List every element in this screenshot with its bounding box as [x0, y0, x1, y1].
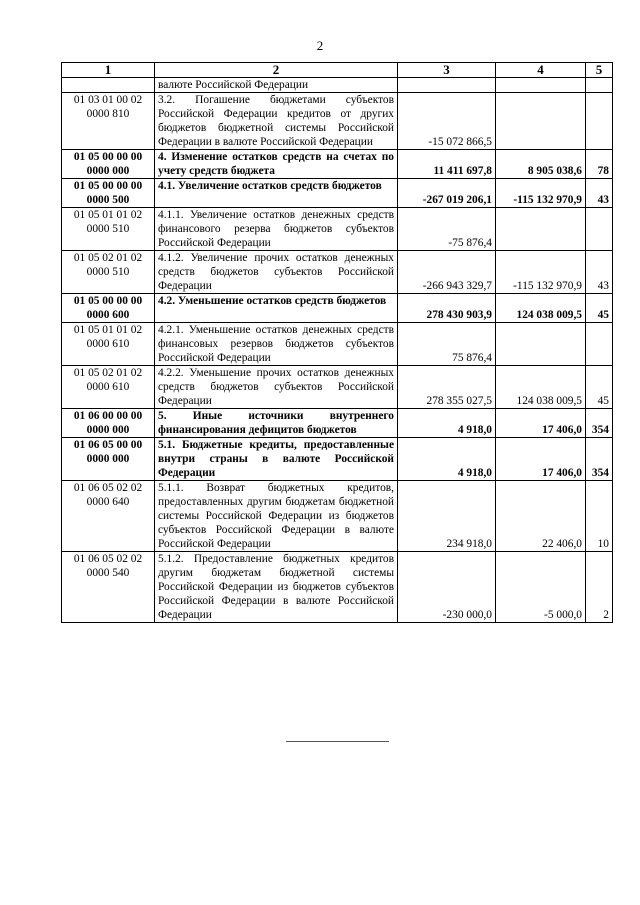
executed-amount-cell [496, 208, 586, 251]
budget-sources-table [61, 62, 613, 623]
description-cell: 3.2. Погашение бюджетами субъектов Российской Федерации кредитов от других бюджетов бюджетной системы Российской Федерации в валюте Российской Федерации [155, 93, 398, 150]
footer-divider [286, 741, 389, 742]
approved-amount-cell: -75 876,4 [398, 208, 496, 251]
percent-cell [586, 78, 613, 93]
column-header: 2 [155, 63, 398, 78]
table-row [62, 552, 613, 623]
percent-cell [586, 208, 613, 251]
percent-cell: 43 [586, 179, 613, 208]
column-header: 5 [586, 63, 613, 78]
column-header: 3 [398, 63, 496, 78]
approved-amount-cell: -15 072 866,5 [398, 93, 496, 150]
approved-amount-cell: -266 943 329,7 [398, 251, 496, 294]
description-cell: 5. Иные источники внутреннего финансирования дефицитов бюджетов [155, 409, 398, 438]
description-cell: 4.1.2. Увеличение прочих остатков денежных средств бюджетов субъектов Российской Федерации [155, 251, 398, 294]
table-row [62, 409, 613, 438]
approved-amount-cell: 11 411 697,8 [398, 150, 496, 179]
executed-amount-cell: 17 406,0 [496, 409, 586, 438]
budget-code-cell: 01 05 02 01 02 0000 610 [62, 366, 155, 409]
approved-amount-cell: 278 430 903,9 [398, 294, 496, 323]
percent-cell: 2 [586, 552, 613, 623]
approved-amount-cell: -267 019 206,1 [398, 179, 496, 208]
description-cell: 4.2.2. Уменьшение прочих остатков денежных средств бюджетов субъектов Российской Федерации [155, 366, 398, 409]
budget-code-cell: 01 05 00 00 00 0000 600 [62, 294, 155, 323]
table-row [62, 93, 613, 150]
percent-cell: 45 [586, 294, 613, 323]
executed-amount-cell: 124 038 009,5 [496, 294, 586, 323]
percent-cell [586, 93, 613, 150]
executed-amount-cell: 124 038 009,5 [496, 366, 586, 409]
description-cell: 4. Изменение остатков средств на счетах по учету средств бюджета [155, 150, 398, 179]
approved-amount-cell: -230 000,0 [398, 552, 496, 623]
percent-cell: 354 [586, 409, 613, 438]
budget-code-cell: 01 06 00 00 00 0000 000 [62, 409, 155, 438]
executed-amount-cell [496, 78, 586, 93]
table-header-row [62, 63, 613, 78]
executed-amount-cell: 22 406,0 [496, 481, 586, 552]
budget-code-cell: 01 05 01 01 02 0000 610 [62, 323, 155, 366]
table-row [62, 208, 613, 251]
budget-code-cell: 01 06 05 02 02 0000 540 [62, 552, 155, 623]
budget-code-cell: 01 05 00 00 00 0000 500 [62, 179, 155, 208]
approved-amount-cell [398, 78, 496, 93]
budget-code-cell: 01 06 05 00 00 0000 000 [62, 438, 155, 481]
executed-amount-cell: -115 132 970,9 [496, 179, 586, 208]
budget-code-cell [62, 78, 155, 93]
approved-amount-cell: 278 355 027,5 [398, 366, 496, 409]
table-row [62, 323, 613, 366]
executed-amount-cell: 8 905 038,6 [496, 150, 586, 179]
description-cell: валюте Российской Федерации [155, 78, 398, 93]
description-cell: 4.1. Увеличение остатков средств бюджетов [155, 179, 398, 208]
budget-code-cell: 01 05 01 01 02 0000 510 [62, 208, 155, 251]
percent-cell: 10 [586, 481, 613, 552]
approved-amount-cell: 4 918,0 [398, 438, 496, 481]
budget-code-cell: 01 05 02 01 02 0000 510 [62, 251, 155, 294]
description-cell: 5.1. Бюджетные кредиты, предоставленные внутри страны в валюте Российской Федерации [155, 438, 398, 481]
table-row [62, 78, 613, 93]
percent-cell: 78 [586, 150, 613, 179]
approved-amount-cell: 234 918,0 [398, 481, 496, 552]
description-cell: 5.1.2. Предоставление бюджетных кредитов другим бюджетам бюджетной системы Российской Федерации из бюджетов субъектов Российской Федерации в валюте Российской Федерации [155, 552, 398, 623]
budget-code-cell: 01 03 01 00 02 0000 810 [62, 93, 155, 150]
table-row [62, 481, 613, 552]
page-number: 2 [316, 38, 324, 53]
description-cell: 4.2. Уменьшение остатков средств бюджетов [155, 294, 398, 323]
percent-cell [586, 323, 613, 366]
description-cell: 4.1.1. Увеличение остатков денежных средств финансового резерва бюджетов субъектов Российской Федерации [155, 208, 398, 251]
table-row [62, 366, 613, 409]
executed-amount-cell [496, 323, 586, 366]
executed-amount-cell [496, 93, 586, 150]
column-header: 1 [62, 63, 155, 78]
table-row [62, 251, 613, 294]
table-row [62, 179, 613, 208]
percent-cell: 45 [586, 366, 613, 409]
table-row [62, 150, 613, 179]
description-cell: 4.2.1. Уменьшение остатков денежных средств финансовых резервов бюджетов субъектов Российской Федерации [155, 323, 398, 366]
executed-amount-cell: 17 406,0 [496, 438, 586, 481]
table-row [62, 294, 613, 323]
budget-code-cell: 01 05 00 00 00 0000 000 [62, 150, 155, 179]
percent-cell: 354 [586, 438, 613, 481]
executed-amount-cell: -115 132 970,9 [496, 251, 586, 294]
percent-cell: 43 [586, 251, 613, 294]
budget-code-cell: 01 06 05 02 02 0000 640 [62, 481, 155, 552]
approved-amount-cell: 4 918,0 [398, 409, 496, 438]
column-header: 4 [496, 63, 586, 78]
approved-amount-cell: 75 876,4 [398, 323, 496, 366]
executed-amount-cell: -5 000,0 [496, 552, 586, 623]
table-row [62, 438, 613, 481]
description-cell: 5.1.1. Возврат бюджетных кредитов, предоставленных другим бюджетам бюджетной системы Российской Федерации из бюджетов субъектов Российской Федерации в валюте Российской Федерации [155, 481, 398, 552]
